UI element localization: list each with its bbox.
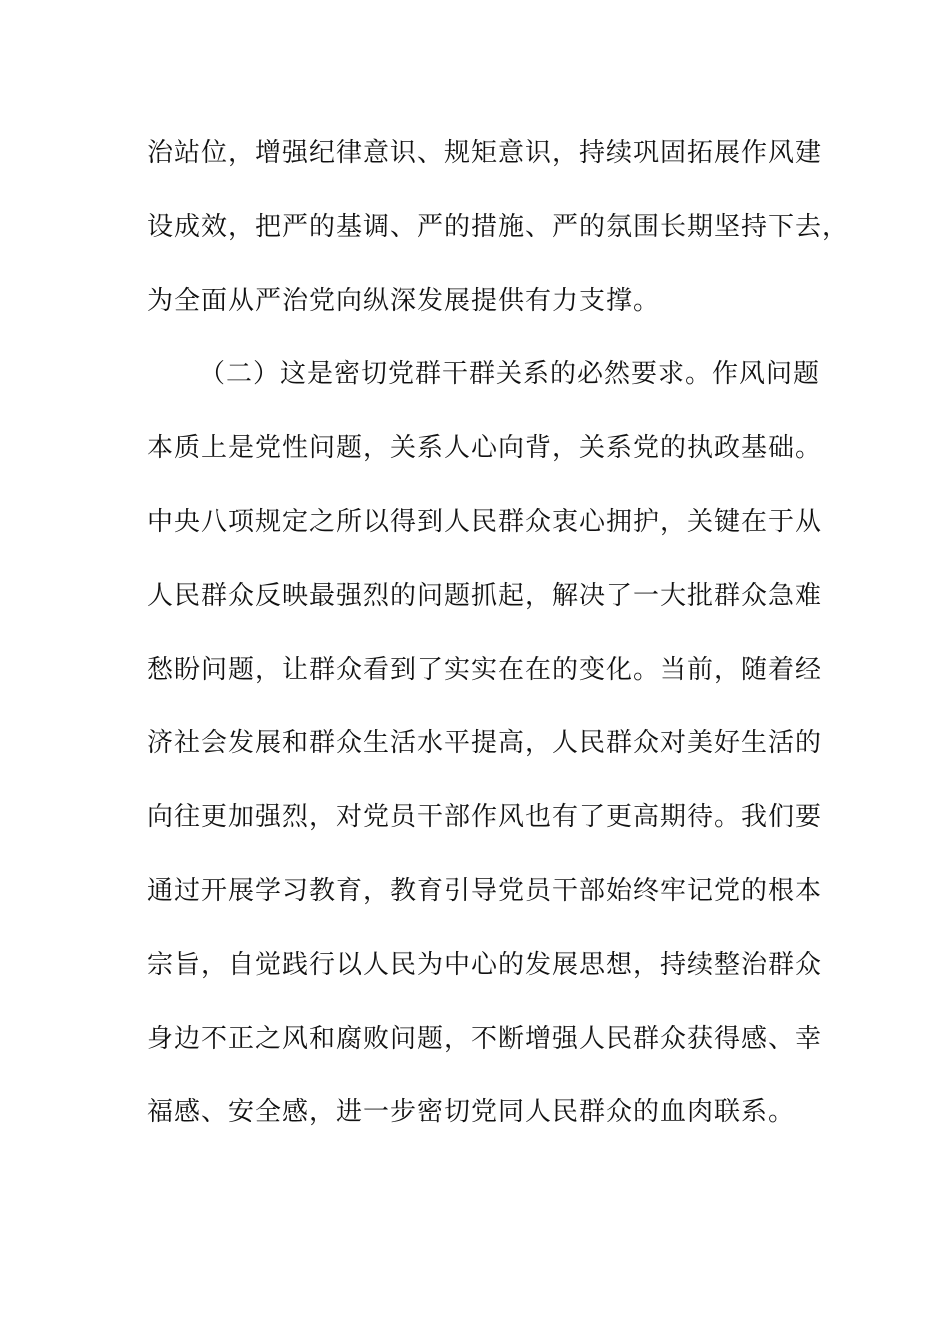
section-heading-line: （二）这是密切党群干群关系的必然要求。作风问题 bbox=[199, 359, 821, 390]
text-line: 通过开展学习教育，教育引导党员干部始终牢记党的根本 bbox=[147, 875, 823, 906]
text-line: 济社会发展和群众生活水平提高，人民群众对美好生活的 bbox=[147, 728, 823, 759]
text-line: 本质上是党性问题，关系人心向背，关系党的执政基础。 bbox=[147, 433, 823, 464]
text-line: 人民群众反映最强烈的问题抓起，解决了一大批群众急难 bbox=[147, 580, 823, 611]
body-text bbox=[147, 128, 850, 1161]
text-line: 向往更加强烈，对党员干部作风也有了更高期待。我们要 bbox=[147, 802, 823, 833]
text-line: 为全面从严治党向纵深发展提供有力支撑。 bbox=[147, 285, 661, 316]
text-line: 福感、安全感，进一步密切党同人民群众的血肉联系。 bbox=[147, 1097, 796, 1128]
text-line: 中央八项规定之所以得到人民群众衷心拥护，关键在于从 bbox=[147, 506, 823, 537]
text-line: 身边不正之风和腐败问题，不断增强人民群众获得感、幸 bbox=[147, 1023, 823, 1054]
text-line: 设成效，把严的基调、严的措施、严的氛围长期坚持下去， bbox=[147, 211, 850, 242]
text-line: 愁盼问题，让群众看到了实实在在的变化。当前，随着经 bbox=[147, 654, 823, 685]
text-line: 宗旨，自觉践行以人民为中心的发展思想，持续整治群众 bbox=[147, 949, 823, 980]
text-line: 治站位，增强纪律意识、规矩意识，持续巩固拓展作风建 bbox=[147, 138, 823, 168]
